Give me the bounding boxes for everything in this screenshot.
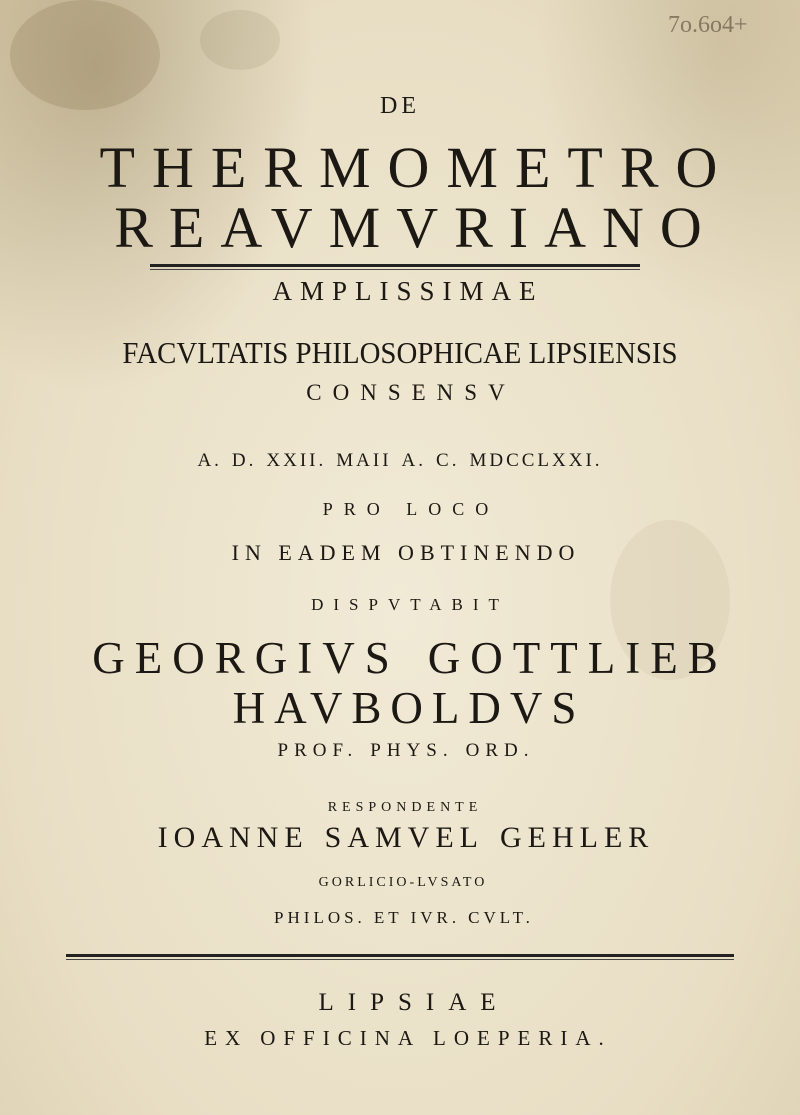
imprint-city: LIPSIAE xyxy=(318,989,510,1016)
respondent-name-part: GEHLER xyxy=(500,821,655,854)
respondent-name-part: IOANNE xyxy=(157,821,309,854)
imprint-printer-part: LOEPERIA. xyxy=(433,1026,612,1050)
imprint-printer-part: OFFICINA xyxy=(260,1026,422,1050)
date-part: XXII. xyxy=(266,450,327,471)
faculty-name: FACVLTATIS PHILOSOPHICAE LIPSIENSIS xyxy=(122,335,678,370)
date-line xyxy=(0,450,800,472)
imprint-printer xyxy=(0,1026,800,1051)
author-given-name: GOTTLIEB xyxy=(427,633,728,683)
consensu-line: CONSENSV xyxy=(306,380,516,405)
pro-loco-line: PRO LOCO xyxy=(322,499,500,519)
author-title-part: ORD. xyxy=(465,740,535,761)
respondent-name-part: SAMVEL xyxy=(324,821,484,854)
date-part: A. xyxy=(197,450,222,471)
author-given-name: GEORGIVS xyxy=(92,633,400,683)
title-line-2: REAVMVRIANO xyxy=(114,195,718,260)
author-title-part: PROF. xyxy=(277,740,359,761)
imprint-printer-part: EX xyxy=(204,1026,249,1050)
disputabit-line: DISPVTABIT xyxy=(311,595,509,614)
author-title-part: PHYS. xyxy=(370,740,454,761)
author-title xyxy=(0,740,800,762)
date-part: D. xyxy=(231,450,257,471)
title-preposition: DE xyxy=(380,93,420,119)
respondent-degree-part: CVLT. xyxy=(468,908,534,927)
date-part: MDCCLXXI. xyxy=(469,450,603,471)
foxing-stain xyxy=(200,10,280,70)
respondent-degree-part: PHILOS. xyxy=(274,908,366,927)
author-surname: HAVBOLDVS xyxy=(232,683,586,733)
faculty-epithet: AMPLISSIMAE xyxy=(272,276,544,306)
imprint-rule xyxy=(66,954,734,957)
date-part: C. xyxy=(436,450,460,471)
respondent-name xyxy=(0,821,800,855)
respondent-label: RESPONDENTE xyxy=(327,800,483,815)
respondent-degree xyxy=(0,908,800,928)
respondent-origin: GORLICIO-LVSATO xyxy=(318,875,488,890)
library-shelfmark: 7o.6o4+ xyxy=(668,12,748,38)
in-eadem-line: IN EADEM OBTINENDO xyxy=(231,540,581,565)
title-line-1: THERMOMETRO xyxy=(99,135,735,200)
respondent-degree-part: IVR. xyxy=(410,908,461,927)
author-first-names xyxy=(0,632,800,684)
date-part: MAII xyxy=(336,450,392,471)
title-rule xyxy=(150,264,640,267)
respondent-degree-part: ET xyxy=(373,908,403,927)
date-part: A. xyxy=(401,450,427,471)
